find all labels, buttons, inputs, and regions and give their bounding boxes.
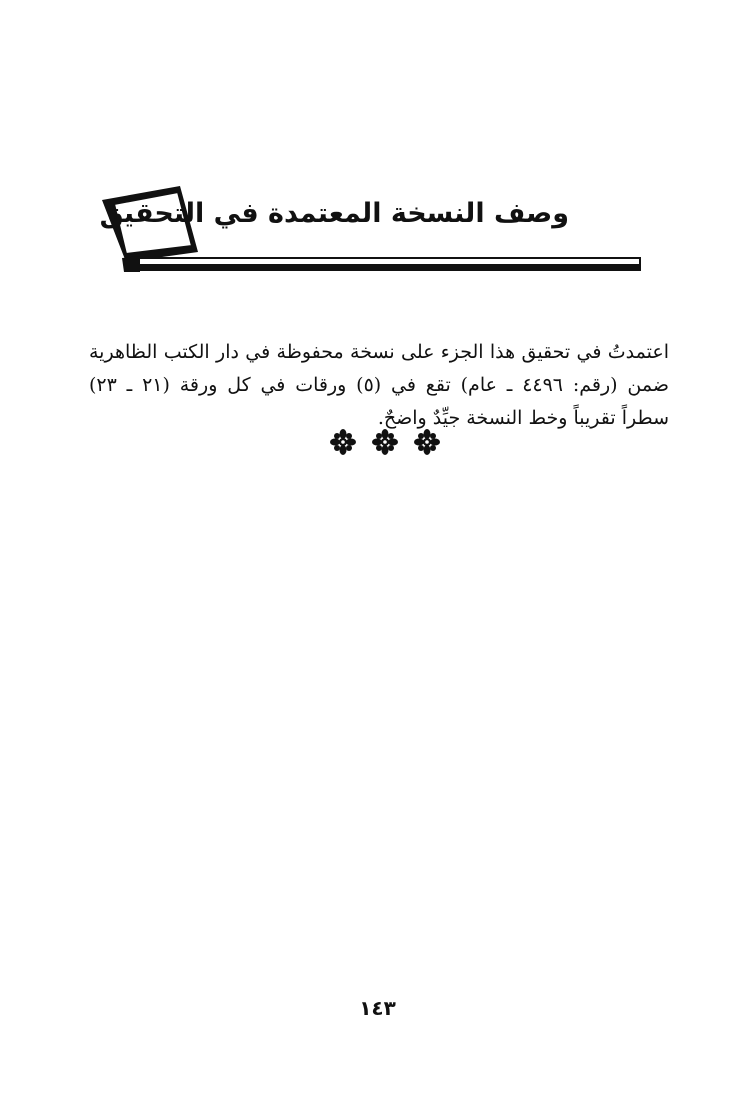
title-frame-graphic (100, 180, 645, 280)
ornament-separator (330, 428, 440, 456)
flower-ornament-icon (414, 429, 440, 455)
flower-ornament-icon (372, 429, 398, 455)
section-title: وصف النسخة المعتمدة في التحقيق (99, 198, 569, 229)
page-number: ١٤٣ (359, 996, 396, 1020)
title-frame (100, 180, 645, 280)
flower-ornament-icon (330, 429, 356, 455)
body-paragraph: اعتمدتُ في تحقيق هذا الجزء على نسخة محفوظة في دار الكتب الظاهرية ضمن (رقم: ٤٤٩٦ ـ عام) تقع في (٥) ورقات في كل ورقة (٢١ ـ ٢٣) سطراً تقريباً وخط النسخة جيِّدٌ واضحٌ. (89, 341, 669, 429)
